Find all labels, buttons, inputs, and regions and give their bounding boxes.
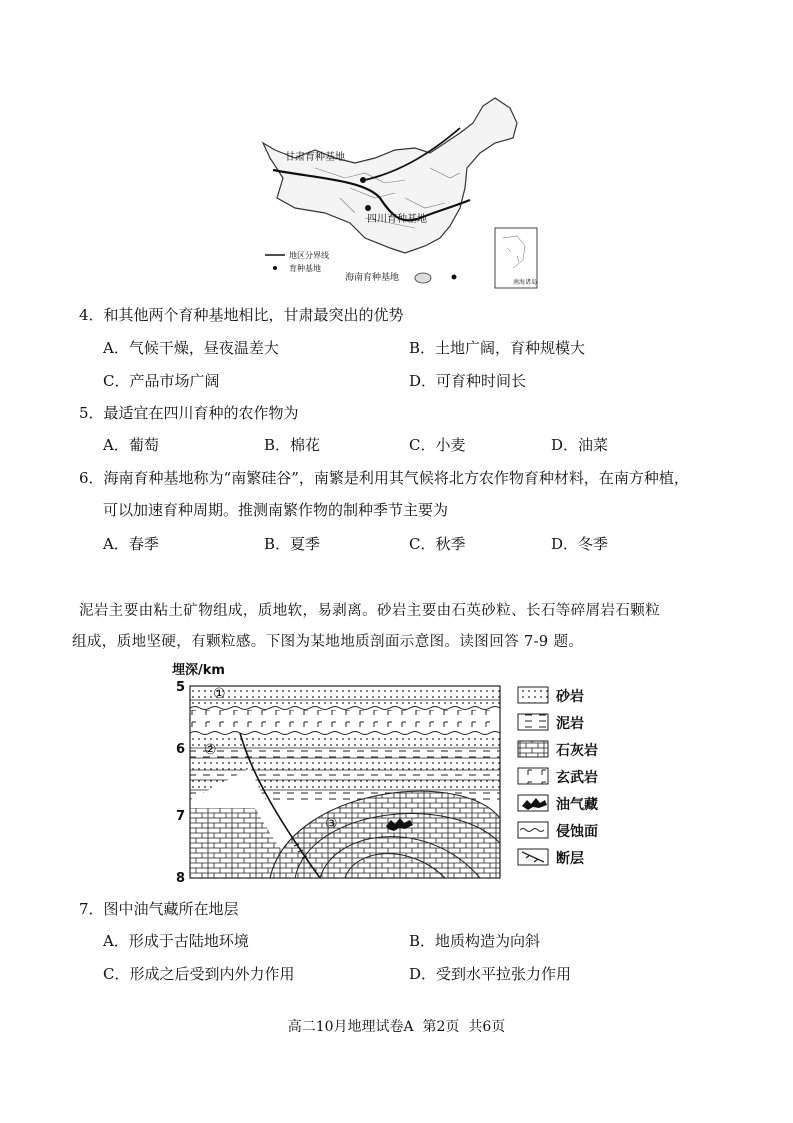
q6-option-b[interactable]: B．夏季 [264,535,321,553]
legend-erosion-surface: 侵蚀面 [556,824,598,840]
sichuan-base-dot [365,205,371,211]
q6-option-a[interactable]: A．春季 [103,535,159,553]
marker-2: ② [204,742,217,758]
q5-option-a[interactable]: A．葡萄 [103,436,159,454]
q6-option-c[interactable]: C．秋季 [409,535,466,553]
question-7-stem: 7．图中油气藏所在地层 [79,900,239,918]
q6-option-d[interactable]: D．冬季 [551,535,609,553]
legend-fault: 断层 [556,851,584,867]
hainan-label: 海南育种基地 [345,273,400,283]
inset-label: 南海诸岛 [513,279,538,286]
q5-option-b[interactable]: B．棉花 [264,436,321,454]
q4-option-b[interactable]: B．土地广阔，育种规模大 [409,339,586,357]
q4-option-c[interactable]: C．产品市场广阔 [103,372,220,390]
geologic-profile-figure [160,658,610,888]
passage-line-1: 泥岩主要由粘土矿物组成，质地软，易剥离。砂岩主要由石英砂粒、长石等碎屑岩石颗粒 [79,603,661,619]
question-6-stem-line2: 可以加速育种周期。推测南繁作物的制种季节主要为 [103,501,449,519]
depth-axis-title: 埋深/km [172,663,225,678]
profile-legend [518,687,598,867]
tick-8: 8 [176,871,186,886]
q7-option-c[interactable]: C．形成之后受到内外力作用 [103,965,295,983]
gansu-base-dot [360,177,366,183]
q5-option-c[interactable]: C．小麦 [409,436,466,454]
q4-option-d[interactable]: D．可育种时间长 [409,372,527,390]
tick-7: 7 [176,809,186,824]
legend-limestone: 石灰岩 [556,743,598,759]
gansu-label: 甘肃育种基地 [285,152,345,163]
q7-option-b[interactable]: B．地质构造为向斜 [409,932,541,950]
legend-line-label: 地区分界线 [289,251,329,260]
question-6-stem-line1: 6．海南育种基地称为“南繁硅谷”，南繁是利用其气候将北方农作物育种材料，在南方种植， [79,469,689,487]
question-4-stem: 4．和其他两个育种基地相比，甘肃最突出的优势 [79,306,404,324]
sichuan-label: 四川育种基地 [367,214,427,225]
legend-basalt: 玄武岩 [556,770,598,786]
q4-option-a[interactable]: A．气候干燥，昼夜温差大 [103,339,279,357]
marker-3: ③ [325,816,338,832]
question-5-stem: 5．最适宜在四川育种的农作物为 [79,404,299,422]
q7-option-a[interactable]: A．形成于古陆地环境 [103,932,249,950]
tick-6: 6 [176,742,186,757]
q7-option-d[interactable]: D．受到水平拉张力作用 [409,965,572,983]
legend-oil-gas: 油气藏 [556,797,598,813]
hainan-base-dot [452,275,457,280]
passage-line-2: 组成，质地坚硬，有颗粒感。下图为某地地质剖面示意图。读图回答 7-9 题。 [72,634,584,650]
marker-1: ① [213,686,226,702]
legend-mudstone: 泥岩 [556,716,584,732]
china-map-figure [255,88,550,293]
legend-sandstone: 砂岩 [556,689,584,705]
legend-dot-label: 育种基地 [289,264,321,273]
tick-5: 5 [176,680,186,695]
q5-option-d[interactable]: D．油菜 [551,436,609,454]
page-footer: 高二10月地理试卷A 第2页 共6页 [287,1019,506,1035]
